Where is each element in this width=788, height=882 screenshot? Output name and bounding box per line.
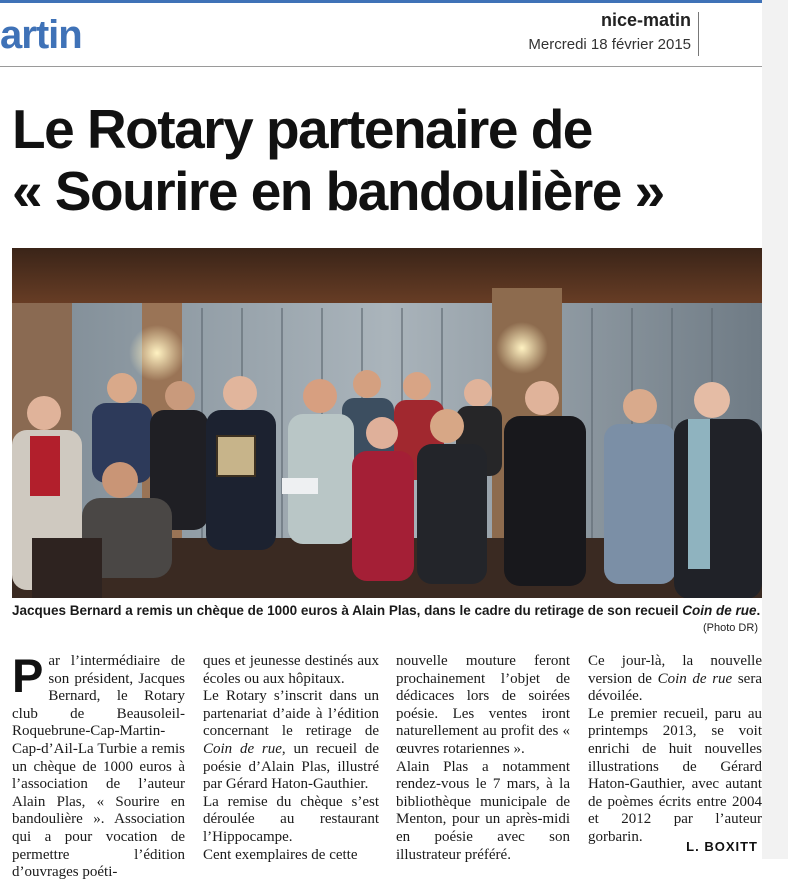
- column-4-text-b: sera dévoilée.: [588, 670, 762, 705]
- column-2-paragraph-3: La remise du chèque s’est déroulée au restaurant l’Hippocampe.: [203, 793, 379, 845]
- newspaper-brand: nice-matin: [600, 10, 691, 30]
- headline-line-2: « Sourire en bandoulière »: [12, 160, 664, 222]
- headline-line-1: Le Rotary partenaire de: [12, 98, 592, 160]
- article-column-2: [203, 653, 379, 864]
- article-column-4: [588, 653, 762, 847]
- caption-end: .: [756, 603, 761, 618]
- page-margin: [762, 0, 788, 859]
- book-title: Coin de rue: [203, 740, 282, 757]
- column-1-text: ar l’intermédiaire de son président, Jacques Bernard, le Rotary club de Beausoleil-Roquebrune-Cap-Martin-Cap-d’Ail-La Turbie a remis un chèque de 1000 euros à l’association de l’auteur Alain Plas, « Sourire en bandoulière ». Association qui a pour vocation de permettre l’édition d’ouvrages poéti-: [12, 653, 185, 881]
- drop-cap: P: [12, 649, 44, 702]
- header-divider: [698, 12, 699, 56]
- article-column-3: [396, 653, 570, 864]
- column-3-paragraph-1: nouvelle mouture feront prochainement l’objet de dédicaces lors de soirées poésie. Les ventes iront naturellement au profit des « œuvres rotariennes ».: [396, 653, 570, 757]
- author-byline: L. BOXITT: [686, 839, 758, 854]
- column-3-paragraph-2: Alain Plas a notamment rendez-vous le 7 mars, à la bibliothèque municipale de Menton, pour un après-midi en poésie avec son illustrateur préféré.: [396, 758, 570, 863]
- column-2-text-b: , un recueil de poésie d’Alain Plas, illustré par Gérard Haton-Gauthier.: [203, 740, 380, 793]
- column-2-paragraph-2: [203, 688, 379, 794]
- book-title: Coin de rue: [657, 670, 733, 687]
- caption-book-title: Coin de rue: [682, 603, 757, 618]
- column-2-paragraph-4: Cent exemplaires de cette: [203, 846, 358, 863]
- column-4-paragraph-2: Le premier recueil, paru au printemps 2013, se voit enrichi de huit nouvelles illustrations de Gérard Haton-Gauthier, avec autant de poèmes écrits entre 2004 et 2012 par l’auteur gorbarin.: [588, 705, 762, 845]
- caption-text: Jacques Bernard a remis un chèque de 1000 euros à Alain Plas, dans le cadre du retirage de son recueil: [12, 603, 683, 618]
- column-2-paragraph-1: ques et jeunesse destinés aux écoles ou aux hôpitaux.: [203, 653, 379, 687]
- headline: [12, 98, 762, 222]
- section-label: artin: [0, 13, 82, 57]
- header-accent-line: [0, 0, 762, 3]
- photo-caption: [12, 602, 762, 619]
- column-4-text-a: Ce jour-là, la nouvelle version de: [588, 653, 762, 687]
- column-4-paragraph-1: [588, 653, 762, 706]
- column-2-text-a: Le Rotary s’inscrit dans un partenariat d’aide à l’édition concernant le retirage de: [203, 688, 379, 740]
- group-photo: [12, 248, 762, 598]
- photo-credit: (Photo DR): [702, 622, 758, 634]
- article-column-1: [12, 649, 185, 882]
- header-rule: [0, 66, 762, 67]
- issue-date: Mercredi 18 février 2015: [528, 36, 691, 53]
